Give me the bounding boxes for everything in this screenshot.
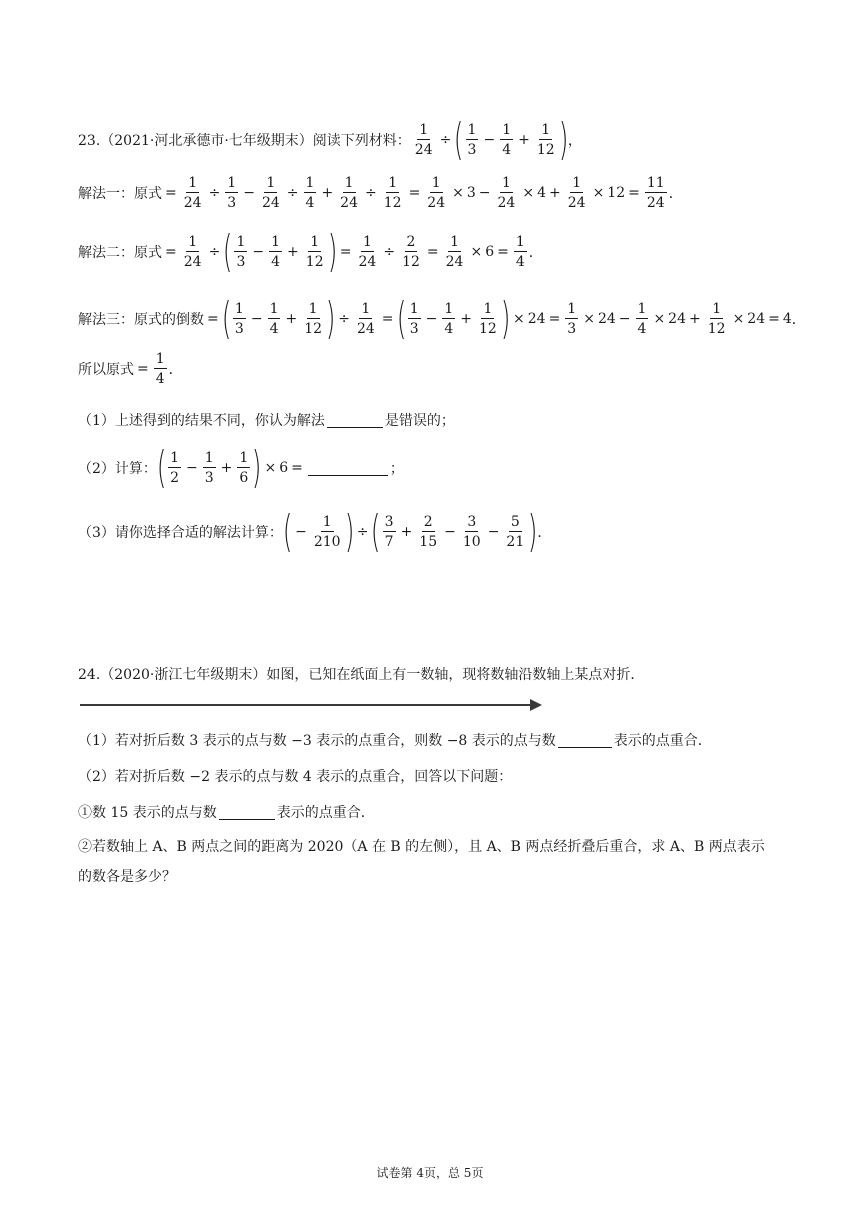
fraction: $\frac{1}{24}$ (414, 122, 433, 158)
number-line (80, 704, 534, 706)
q24-sub2-1: ①数 15 表示的点与数 表示的点重合． (78, 805, 375, 821)
method1-label: 解法一：原式 (78, 186, 162, 202)
method3-label: 解法三：原式的倒数 (78, 312, 204, 328)
method2-label: 解法二：原式 (78, 245, 162, 261)
q23-sub1: （1）上述得到的结果不同，你认为解法 是错误的； (78, 413, 455, 429)
method3-line: 解法三：原式的倒数 = ( $\frac{1}{3}$ − $\frac{1}{4}$ + $\frac{1}{12}$ ) ÷ $\frac{1}{24}$ = ( $\frac{1}{3}$ − $\frac{1}{4}$ + $\frac{1}{12}$ ) × 24 = $\frac{1}{3}$ × 24 − $\frac{1}{4}$ × 24 + $\frac{1}{12}$ × 24 = 4 ． (78, 293, 806, 344)
method1-line: 解法一：原式 = $\frac{1}{24}$ ÷ $\frac{1}{3}$ − $\frac{1}{24}$ ÷ $\frac{1}{4}$ + $\frac{1}{24}$ ÷ $\frac{1}{12}$ = $\frac{1}{24}$ × 3 − $\frac{1}{24}$ × 4 + $\frac{1}{24}$ × 12 = $\frac{11}{24}$ ． (78, 175, 683, 211)
q24-sub2-2-line1: ②若数轴上 A、B 两点之间的距离为 2020（A 在 B 的左侧），且 A、B 两点经折叠后重合，求 A、B 两点表示 (78, 839, 765, 855)
fraction: $\frac{1}{12}$ (536, 122, 555, 158)
arrow-right-icon (530, 699, 542, 711)
q24-sub2: （2）若对折后数 −2 表示的点与数 4 表示的点重合，回答以下问题： (78, 769, 513, 785)
q24-sub2-2-line2: 的数各是多少？ (78, 869, 176, 885)
q23-sub3: （3）请你选择合适的解法计算： ( − $\frac{1}{210}$ ) ÷ ( $\frac{3}{7}$ + $\frac{2}{15}$ − $\frac{3}{10}$ − $\frac{5}{21}$ ) ． (78, 506, 552, 557)
answer-blank[interactable] (219, 805, 275, 820)
q23-sub2: （2）计算： ( $\frac{1}{2}$ − $\frac{1}{3}$ + $\frac{1}{6}$ ) × 6 = ； (78, 442, 404, 493)
method2-line: 解法二：原式 = $\frac{1}{24}$ ÷ ( $\frac{1}{3}$ − $\frac{1}{4}$ + $\frac{1}{12}$ ) = $\frac{1}{24}$ ÷ $\frac{2}{12}$ = $\frac{1}{24}$ × 6 = $\frac{1}{4}$ ． (78, 226, 543, 277)
so-label: 所以原式 (78, 362, 134, 378)
q24-header: 24.（2020·浙江七年级期末）如图，已知在纸面上有一数轴，现将数轴沿数轴上某点对折． (78, 667, 645, 683)
so-line: 所以原式 = $\frac{1}{4}$ ． (78, 351, 183, 387)
q24-sub1: （1）若对折后数 3 表示的点与数 −3 表示的点重合，则数 −8 表示的点与数 表示的点重合． (78, 733, 712, 749)
fraction: $\frac{1}{3}$ (467, 122, 477, 158)
q23-header: 23.（2021·河北承德市·七年级期末）阅读下列材料： (78, 133, 411, 149)
fraction: $\frac{1}{4}$ (502, 122, 512, 158)
answer-blank[interactable] (558, 733, 612, 748)
answer-blank[interactable] (327, 413, 383, 428)
answer-blank[interactable] (308, 461, 388, 476)
q23-header-line: 23.（2021·河北承德市·七年级期末）阅读下列材料： $\frac{1}{24}$ ÷ ( $\frac{1}{3}$ − $\frac{1}{4}$ + $\frac{1}{12}$ ) ， (78, 114, 582, 165)
page-footer: 试卷第 4页，总 5页 (376, 1166, 484, 1180)
